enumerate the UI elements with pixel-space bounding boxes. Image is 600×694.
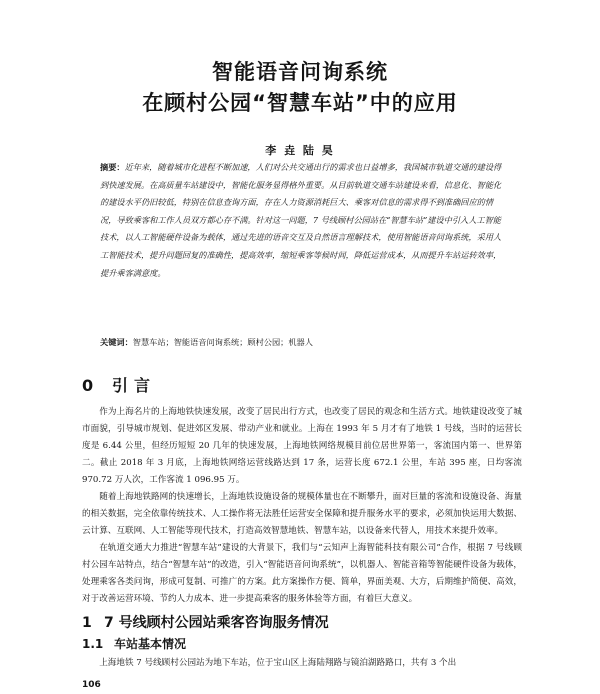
section-title: 7 号线顾村公园站乘客咨询服务情况 [104,615,329,631]
authors: 李 垚 陆 昊 [265,144,335,157]
section-title: 引言 [112,376,157,395]
keywords [100,335,520,349]
section-heading-1 [82,612,329,632]
subsection-title: 车站基本情况 [114,637,187,651]
section-number: 0 [82,376,94,395]
subsection-heading-1-1 [82,635,186,652]
section-heading-introduction [82,373,156,396]
paragraph: 作为上海名片的上海地铁快速发展，改变了居民出行方式，也改变了居民的观念和生活方式。地铁建设改变了城市面貌，引导城市规划、促进郊区发展、带动产业和就业。上海在 1993 年 5 月才有了地铁 1 号线，当时的运营长度是 6.44 公里，但经历短短 20 几年的快速发展，上海地铁网络规模目前位居世界第一，客流国内第一、世界第二。截止 2018 年 3 月底，上海地铁网络运营线路达到 17 条，运营长度 672.1 公里，车站 395 座，日均客流 970.72 万人次，工作客流 1 096.95 万。 [82,407,522,485]
keywords-label: 关键词： [100,337,133,347]
subsection-number: 1.1 [82,637,104,651]
page-number: 106 [82,680,101,690]
abstract-text: 近年来，随着城市化进程不断加速，人们对公共交通出行的需求也日益增多，我国城市轨道交通的建设得到快速发展。在高质量车站建设中，智能化服务显得格外重要。从目前轨道交通车站建设来看，信息化、智能化的建设水平仍旧较低，特别在信息查询方面，存在人力资源消耗巨大、乘客对信息的需求得不到准确回应的情况，导致乘客和工作人员双方都心存不满。针对这一问题，7 号线顾村公园站在“智慧车站”建设中引入人工智能技术，以人工智能硬件设备为载体，通过先进的语音交互及自然语言理解技术，使用智能语音问询系统，采用人工智能技术，提升问题回复的准确性，提高效率，缩短乘客等候时间，降低运营成本，从而提升车站运转效率，提升乘客满意度。 [100,162,502,278]
station-description-line: 上海地铁 7 号线顾村公园站为地下车站，位于宝山区上海陆翔路与镜泊湖路路口，共有 3 个出 [99,658,457,668]
keywords-text: 智慧车站；智能语音问询系统；顾村公园；机器人 [132,337,313,347]
section-number: 1 [82,615,92,631]
abstract [100,159,508,282]
paper-title-line-1: 智能语音问询系统 [212,60,388,84]
paragraph: 随着上海地铁路网的快速增长，上海地铁设施设备的规模体量也在不断攀升，面对巨量的客流和设施设备、海量的相关数据，完全依靠传统技术、人工操作将无法胜任运营安全保障和提升服务水平的要求，必须加快运用大数据、云计算、互联网、人工智能等现代技术，打造高效智慧地铁、智慧车站，以设备来代替人，用技术来提升效率。 [82,492,522,536]
introduction-body [82,404,522,608]
paper-title-line-2: 在顾村公园“智慧车站”中的应用 [142,91,458,115]
paragraph: 在轨道交通大力推进“智慧车站”建设的大背景下，我们与“云知声上海智能科技有限公司”合作，根据 7 号线顾村公园车站特点，结合“智慧车站”的改造，引入“智能语音问询系统”，以机器人、智能音箱等智能硬件设备为载体，处理乘客各类问询，形成可复制、可推广的方案。此方案操作方便、简单，界面美观、大方，后期维护简便、高效，对于改善运营环境、节约人力成本、进一步提高乘客的服务体验等方面，有着巨大意义。 [82,543,522,604]
abstract-label: 摘要： [100,162,125,172]
